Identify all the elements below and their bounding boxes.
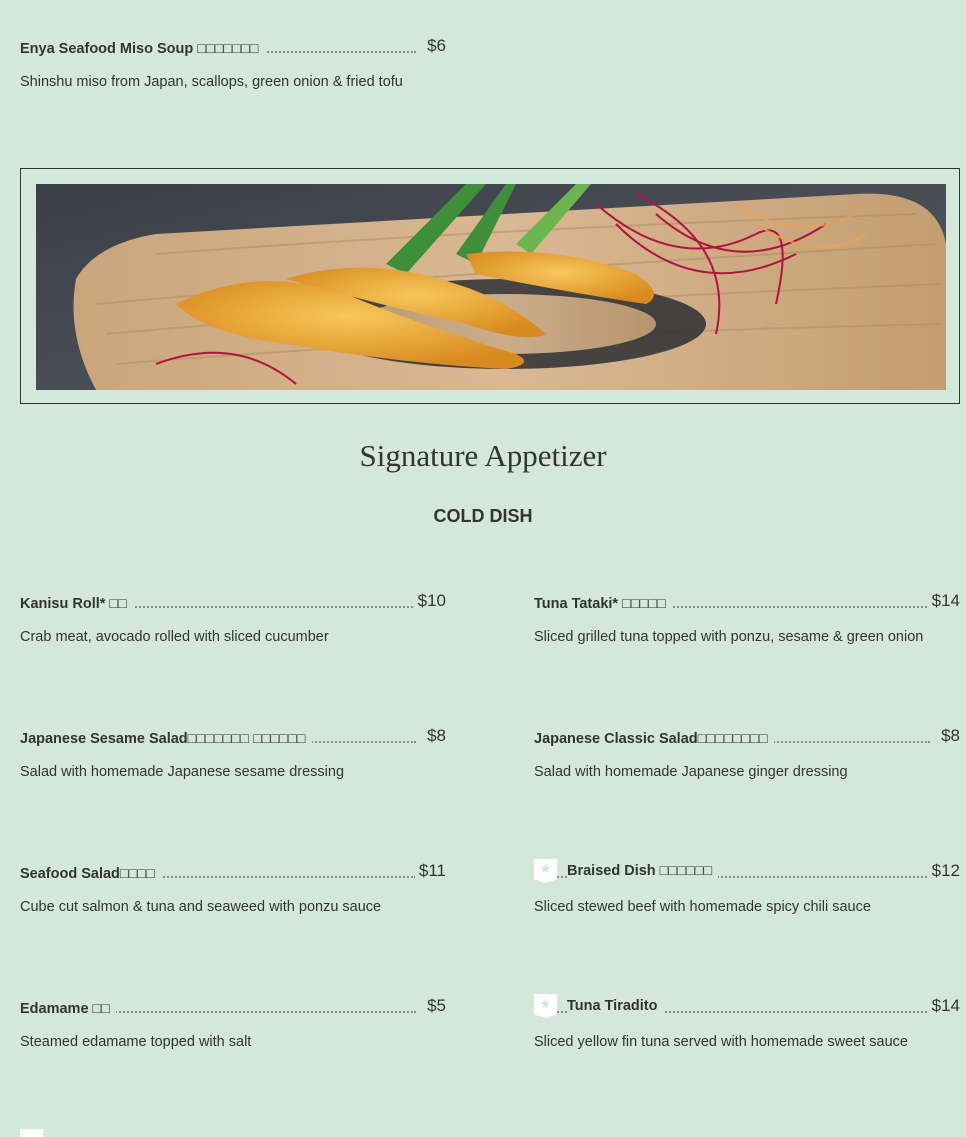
item-name: Tuna Tiradito	[567, 998, 664, 1014]
menu-item	[20, 728, 446, 780]
item-name: Tuna Tataki* □□□□□	[534, 596, 672, 612]
item-description: Sliced stewed beef with homemade spicy chili sauce	[534, 899, 871, 915]
item-description: Shinshu miso from Japan, scallops, green onion & fried tofu	[20, 74, 403, 90]
item-description: Salad with homemade Japanese sesame dressing	[20, 764, 345, 780]
item-price: $5	[423, 996, 446, 1016]
item-name: Japanese Classic Salad□□□□□□□□	[534, 731, 774, 747]
menu-item	[20, 593, 446, 645]
item-name: Edamame □□	[20, 1001, 116, 1017]
item-price: $11	[415, 861, 446, 881]
item-description: Salad with homemade Japanese ginger dressing	[534, 764, 848, 780]
item-name: Enya Seafood Miso Soup □□□□□□□	[20, 41, 265, 57]
item-name: Braised Dish □□□□□□	[567, 863, 718, 879]
section-title: Signature Appetizer	[359, 438, 607, 473]
menu-item	[534, 863, 960, 915]
section-subtitle: COLD DISH	[433, 506, 533, 526]
item-description: Crab meat, avocado rolled with sliced cucumber	[20, 629, 329, 645]
star-badge-icon	[534, 994, 557, 1018]
tempura-shrimp-photo	[36, 184, 946, 390]
item-price: $6	[423, 36, 446, 56]
item-name: Kanisu Roll* □□	[20, 596, 133, 612]
menu-item	[20, 998, 446, 1050]
item-price: $8	[423, 726, 446, 746]
item-price: $14	[928, 996, 960, 1016]
featured-photo-frame	[20, 168, 960, 404]
item-name: Japanese Sesame Salad□□□□□□□ □□□□□□	[20, 731, 312, 747]
item-price: $8	[937, 726, 960, 746]
item-description: Steamed edamame topped with salt	[20, 1034, 252, 1050]
menu-item	[20, 863, 446, 915]
item-price: $14	[928, 591, 960, 611]
menu-item	[534, 593, 960, 645]
item-price: $12	[928, 861, 960, 881]
item-description: Sliced yellow fin tuna served with homemade sweet sauce	[534, 1034, 908, 1050]
menu-item	[534, 728, 960, 780]
item-description: Cube cut salmon & tuna and seaweed with ponzu sauce	[20, 899, 382, 915]
item-name: Seafood Salad□□□□	[20, 866, 161, 882]
menu-item-miso-soup	[20, 38, 446, 90]
next-item-star-icon	[20, 1129, 43, 1137]
item-price: $10	[414, 591, 446, 611]
item-description: Sliced grilled tuna topped with ponzu, sesame & green onion	[534, 629, 924, 645]
star-badge-icon	[534, 859, 557, 883]
menu-item	[534, 998, 960, 1050]
